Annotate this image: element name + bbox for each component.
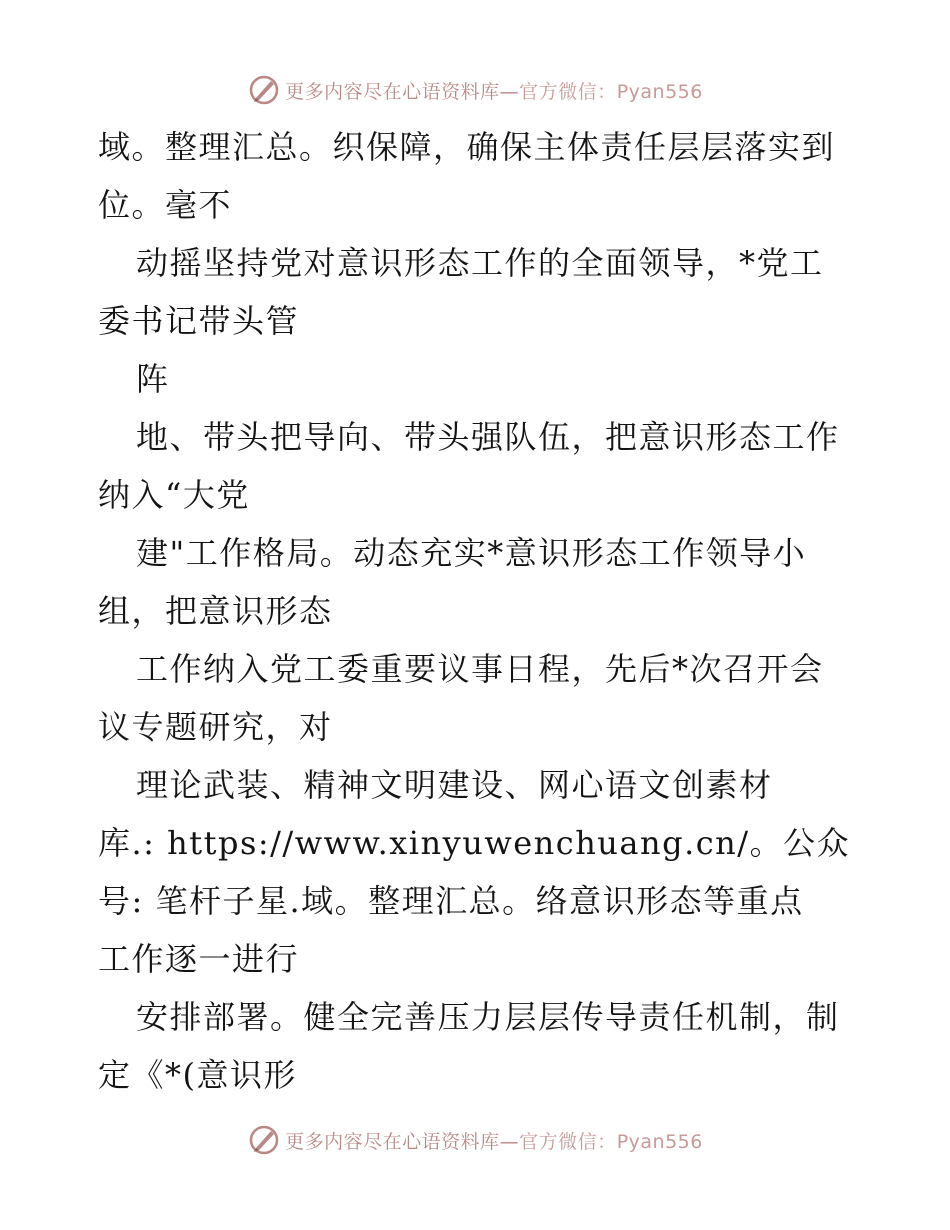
- watermark-brand: 更多内容尽在心语资料库: [285, 1130, 500, 1153]
- text-line: 议专题研究，对: [98, 708, 333, 746]
- watermark-contact-label: 官方微信：: [519, 1130, 617, 1153]
- watermark-text: [285, 1127, 703, 1154]
- text-line: 理论武装、精神文明建设、网心语文创素材: [136, 766, 773, 804]
- watermark-separator: —: [499, 1130, 520, 1153]
- document-body: [98, 118, 858, 1104]
- footer-watermark: [0, 1120, 950, 1160]
- text-line: 域。整理汇总。织保障，确保主体责任层层落实到: [98, 128, 836, 166]
- text-line: 库.: https://www.xinyuwenchuang.cn/。公众: [98, 824, 851, 862]
- text-line: 安排部署。健全完善压力层层传导责任机制，制: [136, 998, 840, 1036]
- text-line: 号: 笔杆子星.域。整理汇总。络意识形态等重点: [98, 882, 804, 920]
- text-line: 动摇坚持党对意识形态工作的全面领导，*党工: [136, 244, 824, 282]
- text-line: 工作逐一进行: [98, 940, 300, 978]
- text-line: 阵: [136, 360, 170, 398]
- text-line: 组，把意识形态: [98, 592, 333, 630]
- text-line: 位。毫不: [98, 186, 233, 224]
- pen-quill-logo-icon: [247, 73, 281, 107]
- pen-quill-logo-icon: [247, 1123, 281, 1157]
- text-line: 定《*(意识形: [98, 1056, 297, 1094]
- watermark-contact-id: Pyan556: [616, 80, 703, 103]
- watermark-contact-label: 官方微信：: [519, 80, 617, 103]
- text-line: 建"工作格局。动态充实*意识形态工作领导小: [136, 534, 807, 572]
- watermark-separator: —: [499, 80, 520, 103]
- text-line: 纳入“大党: [98, 476, 250, 514]
- watermark-contact-id: Pyan556: [616, 1130, 703, 1153]
- text-line: 地、带头把导向、带头强队伍，把意识形态工作: [136, 418, 840, 456]
- watermark-brand: 更多内容尽在心语资料库: [285, 80, 500, 103]
- watermark-text: [285, 77, 703, 104]
- text-line: 委书记带头管: [98, 302, 300, 340]
- header-watermark: [0, 70, 950, 110]
- text-line: 工作纳入党工委重要议事日程，先后*次召开会: [136, 650, 824, 688]
